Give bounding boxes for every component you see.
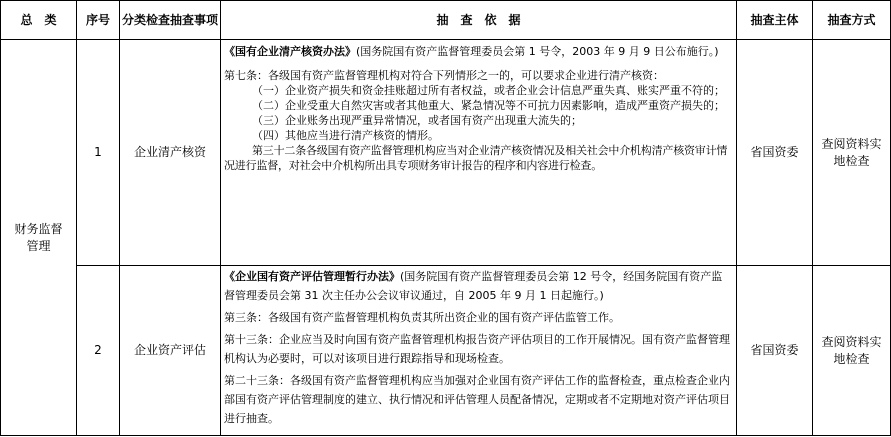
table-row (1, 266, 891, 436)
basis-line: 第七条：各级国有资产监督管理机构对符合下列情形之一的，可以要求企业进行清产核资： (224, 69, 664, 82)
seq-cell: 1 (77, 40, 120, 266)
basis-title: 《企业国有资产评估管理暂行办法》 (224, 270, 400, 283)
method-cell: 查阅资料实地检查 (813, 266, 891, 436)
basis-line: （一）企业资产损失和资金挂账超过所有者权益，或者企业会计信息严重失真、账实严重不符的； (252, 84, 725, 97)
basis-intro (224, 41, 733, 63)
basis-intro (224, 267, 733, 305)
subject-cell: 省国资委 (737, 266, 813, 436)
basis-line: 第三十二条各级国有资产监督管理机构应当对企业清产核资情况及相关社会中介机构清产核资审计情况进行监督，对社会中介机构所出具专项财务审计报告的程序和内容进行检查。 (224, 144, 728, 172)
basis-source: (国务院国有资产监督管理委员会第 12 号令，经国务院国有资产监督管理委员会第 31 次主任办公会议审议通过，自 2005 年 9 月 1 日起施行。) (224, 270, 723, 302)
basis-cell (221, 266, 737, 436)
basis-line: 第三条：各级国有资产监督管理机构负责其所出资企业的国有资产评估监管工作。 (224, 311, 620, 324)
header-subject: 抽查主体 (737, 1, 813, 40)
basis-line: 第十三条：企业应当及时向国有资产监督管理机构报告资产评估项目的工作开展情况。国有资产监督管理机构认为必要时，可以对该项目进行跟踪指导和现场检查。 (224, 333, 730, 365)
basis-line: （四）其他应当进行清产核资的情形。 (252, 129, 439, 142)
header-basis: 抽 查 依 据 (221, 1, 737, 40)
seq-cell: 2 (77, 266, 120, 436)
header-row (1, 1, 891, 40)
header-seq: 序号 (77, 1, 120, 40)
basis-line: 第二十三条：各级国有资产监督管理机构应当加强对企业国有资产评估工作的监督检查，重点检查企业内部国有资产评估管理制度的建立、执行情况和评估管理人员配备情况，定期或者不定期地对资产评估项目进行抽查。 (224, 374, 730, 425)
basis-line: （三）企业账务出现严重异常情况，或者国有资产出现重大流失的； (252, 114, 582, 127)
header-category: 总 类 (1, 1, 77, 40)
table-row (1, 40, 891, 266)
method-cell: 查阅资料实地检查 (813, 40, 891, 266)
subject-cell: 省国资委 (737, 40, 813, 266)
item-cell: 企业清产核资 (120, 40, 221, 266)
basis-cell (221, 40, 737, 266)
basis-title: 《国有企业清产核资办法》 (224, 45, 356, 58)
header-item: 分类检查抽查事项 (120, 1, 221, 40)
item-cell: 企业资产评估 (120, 266, 221, 436)
header-method: 抽查方式 (813, 1, 891, 40)
basis-line: （二）企业受重大自然灾害或者其他重大、紧急情况等不可抗力因素影响，造成严重资产损失的； (252, 99, 725, 112)
basis-source: (国务院国有资产监督管理委员会第 1 号令，2003 年 9 月 9 日公布施行。) (356, 45, 719, 58)
category-cell: 财务监督管理 (1, 40, 77, 436)
